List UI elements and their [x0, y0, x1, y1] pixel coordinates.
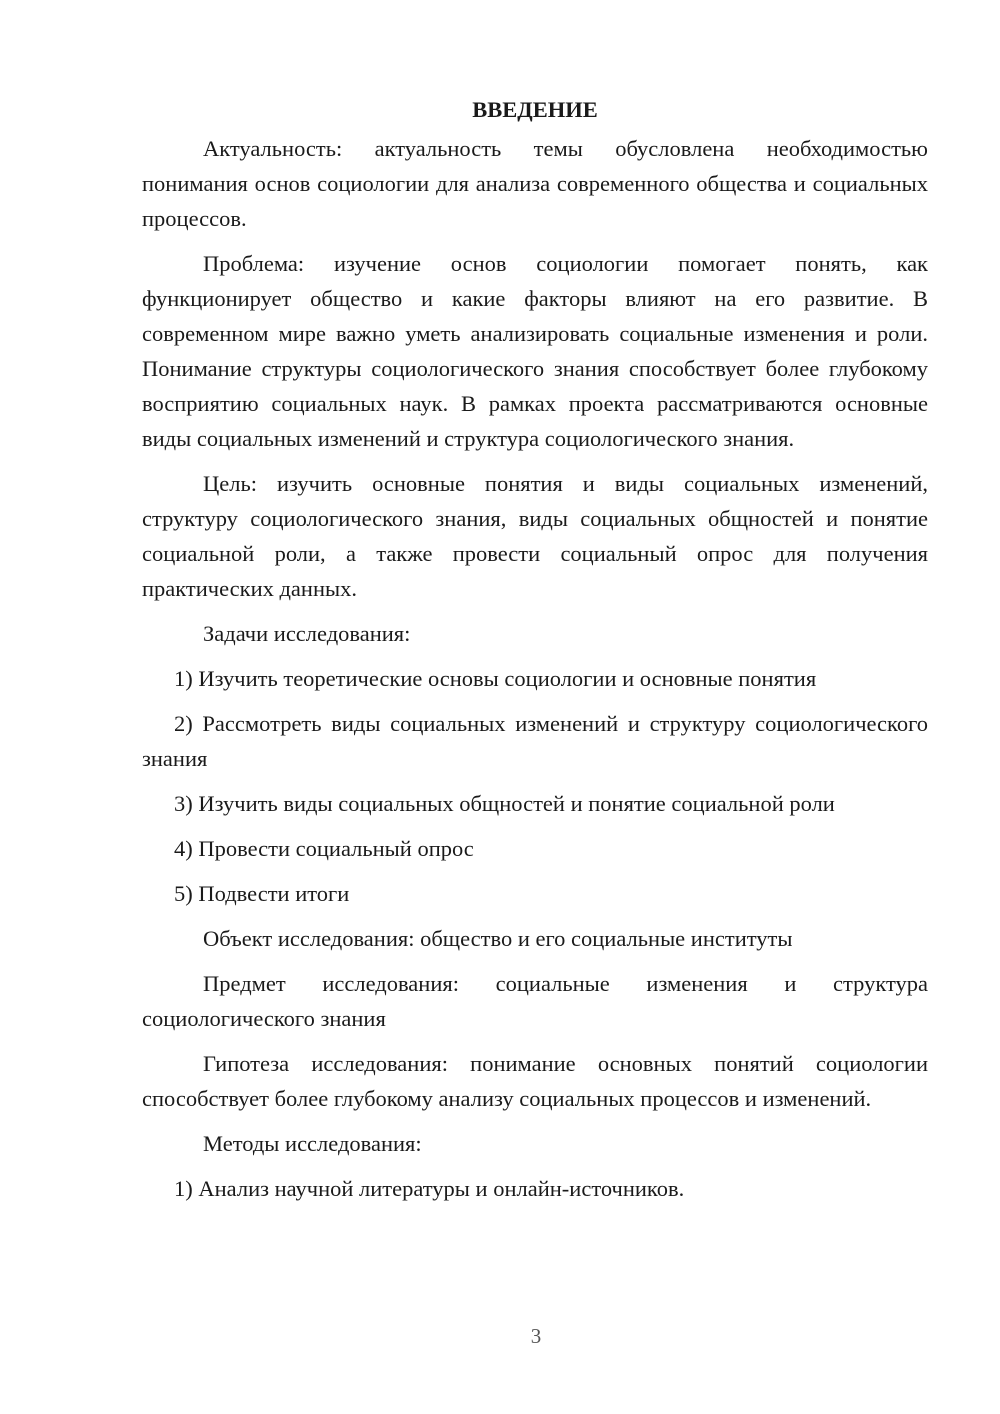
tasks-heading: Задачи исследования: — [203, 621, 411, 646]
task-item: 5) Подвести итоги — [174, 881, 350, 906]
paragraph-relevance: Актуальность: актуальность темы обусловлена необходимостью понимания основ социологии для анализа современного общества и социальных процессов. — [142, 136, 928, 231]
paragraph-object: Объект исследования: общество и его социальные институты — [203, 926, 793, 951]
page-number: 3 — [530, 1324, 542, 1348]
paragraph-goal: Цель: изучить основные понятия и виды социальных изменений, структуру социологического знания, виды социальных общностей и понятие социальной роли, а также провести социальный опрос для получения практических данных. — [142, 471, 928, 601]
task-item: 3) Изучить виды социальных общностей и понятие социальной роли — [174, 791, 835, 816]
methods-heading: Методы исследования: — [203, 1131, 422, 1156]
task-item: 2) Рассмотреть виды социальных изменений и структуру социологического знания — [142, 711, 928, 771]
task-item: 4) Провести социальный опрос — [174, 836, 474, 861]
paragraph-subject: Предмет исследования: социальные изменения и структура социологического знания — [142, 971, 928, 1031]
task-item: 1) Изучить теоретические основы социологии и основные понятия — [174, 666, 817, 691]
section-title: ВВЕДЕНИЕ — [472, 97, 598, 122]
method-item: 1) Анализ научной литературы и онлайн-источников. — [174, 1176, 685, 1201]
paragraph-hypothesis: Гипотеза исследования: понимание основных понятий социологии способствует более глубокому анализу социальных процессов и изменений. — [142, 1051, 928, 1111]
document-page — [142, 92, 928, 1216]
paragraph-problem: Проблема: изучение основ социологии помогает понять, как функционирует общество и какие факторы влияют на его развитие. В современном мире важно уметь анализировать социальные изменения и роли. Понимание структуры социологического знания способствует более глубокому восприятию социальных наук. В рамках проекта рассматриваются основные виды социальных изменений и структура социологического знания. — [142, 251, 928, 451]
